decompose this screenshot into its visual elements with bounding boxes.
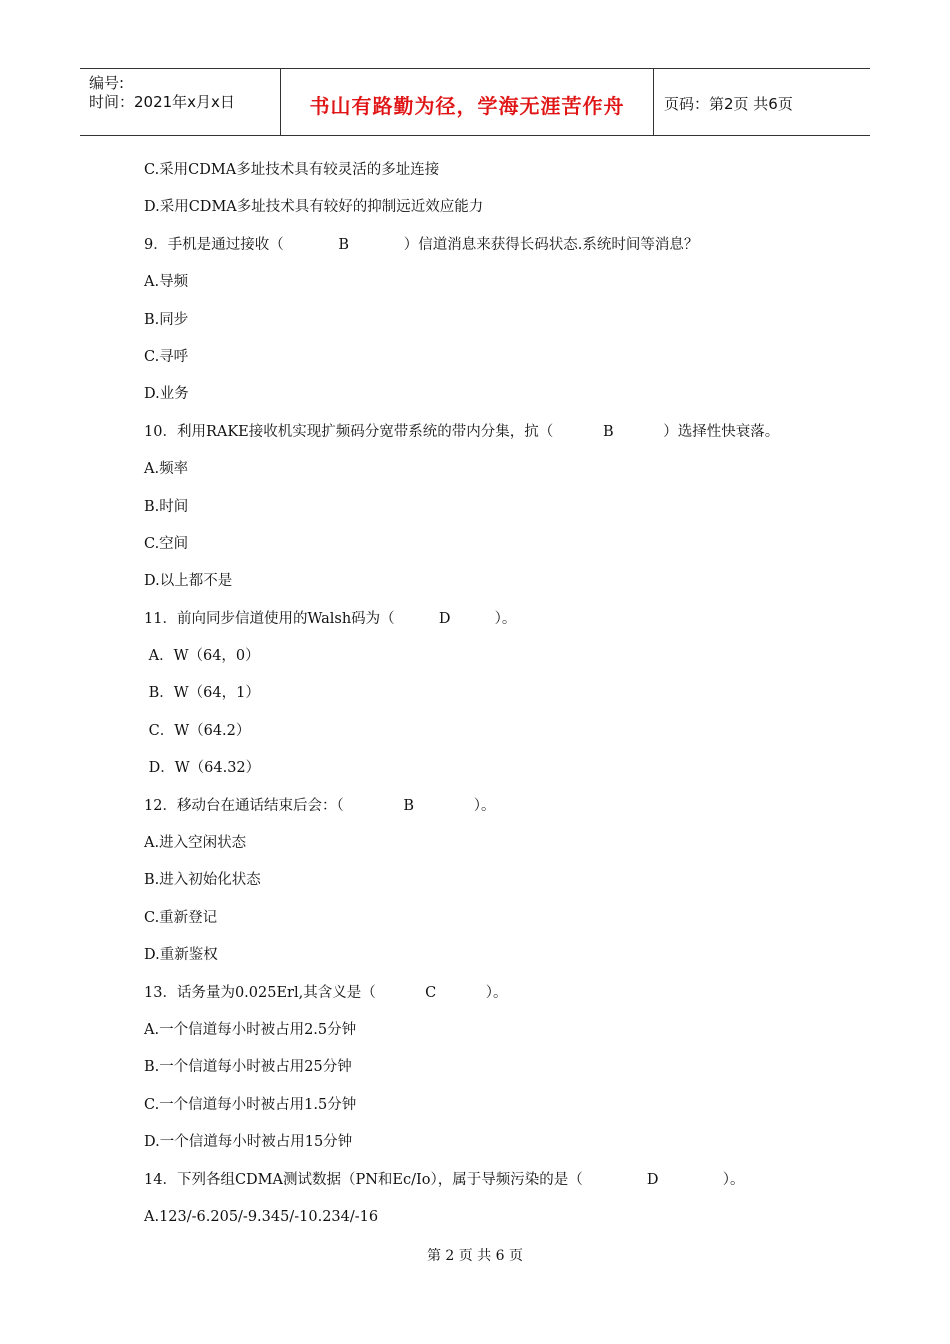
option-line: C.一个信道每小时被占用1.5分钟: [144, 1096, 357, 1113]
question-line: [144, 414, 844, 451]
option-line: C．W（64.2）: [144, 722, 251, 739]
answer-blank: D: [438, 610, 451, 627]
answer-blank: D: [646, 1171, 659, 1188]
question-text: 14．下列各组CDMA测试数据（PN和Ec/Io），属于导频污染的是（: [144, 1171, 583, 1188]
option-line: C.寻呼: [144, 348, 189, 365]
question-text: 11．前向同步信道使用的Walsh码为（: [144, 610, 395, 627]
question-line: [144, 227, 844, 264]
option-line: A.123/-6.205/-9.345/-10.234/-16: [144, 1208, 379, 1225]
option-line: D.采用CDMA多址技术具有较好的抑制远近效应能力: [144, 199, 484, 216]
question-text: 9．手机是通过接收（: [144, 236, 284, 253]
answer-blank: C: [425, 984, 437, 1001]
option-line: D.一个信道每小时被占用15分钟: [144, 1134, 353, 1151]
question-text-end: ）信道消息来获得长码状态.系统时间等消息？: [403, 236, 699, 253]
question-text-end: ）。: [473, 797, 496, 814]
option-line: D.业务: [144, 386, 189, 403]
question-line: [144, 601, 844, 638]
page-footer: 第 2 页 共 6 页: [426, 1248, 524, 1264]
question-text: 12．移动台在通话结束后会：（: [144, 797, 344, 814]
option-line: B.时间: [144, 498, 189, 515]
number-label: 编号:: [89, 74, 125, 92]
option-line: A.进入空闲状态: [144, 835, 247, 852]
option-line: C.采用CDMA多址技术具有较灵活的多址连接: [144, 162, 440, 178]
option-line: D.以上都不是: [144, 573, 233, 590]
question-text-end: ）。: [494, 610, 517, 627]
time-label: 时间：2021年x月x日: [89, 93, 235, 111]
answer-blank: B: [403, 797, 415, 814]
header-meta: [80, 69, 281, 135]
option-line: D.重新鉴权: [144, 947, 218, 964]
option-line: B．W（64，1）: [144, 685, 260, 702]
header-motto-cell: [281, 69, 654, 135]
header-page-info-cell: [654, 71, 870, 135]
option-line: A.频率: [144, 461, 189, 478]
option-line: B.进入初始化状态: [144, 872, 261, 889]
option-line: D．W（64.32）: [144, 760, 261, 777]
question-text-end: ）。: [722, 1171, 745, 1188]
option-line: A．W（64，0）: [144, 648, 260, 665]
option-line: B.一个信道每小时被占用25分钟: [144, 1059, 352, 1076]
page-header: [80, 68, 870, 136]
question-line: [144, 975, 844, 1012]
answer-blank: B: [602, 423, 614, 440]
question-line: [144, 788, 844, 825]
question-text-end: ）。: [485, 984, 508, 1001]
question-list: [144, 152, 844, 1236]
question-line: [144, 1162, 844, 1199]
question-text: 13．话务量为0.025Erl,其含义是（: [144, 984, 376, 1001]
option-line: C.空间: [144, 535, 189, 552]
option-line: A.一个信道每小时被占用2.5分钟: [144, 1021, 357, 1038]
option-line: A.导频: [144, 274, 189, 291]
answer-blank: B: [338, 236, 350, 253]
question-text-end: ）选择性快衰落。: [663, 423, 780, 440]
motto: 书山有路勤为径，学海无涯苦作舟: [309, 93, 625, 118]
option-line: B.同步: [144, 311, 189, 328]
question-text: 10．利用RAKE接收机实现扩频码分宽带系统的带内分集，抗（: [144, 423, 554, 440]
page-info: 页码：第2页 共6页: [664, 94, 793, 113]
option-line: C.重新登记: [144, 909, 218, 926]
